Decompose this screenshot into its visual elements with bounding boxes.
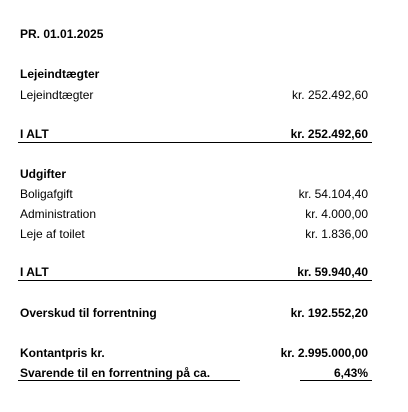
expenses-total-underline bbox=[18, 280, 372, 281]
expense-row-label: Boligafgift bbox=[20, 187, 73, 201]
expenses-total-value: kr. 59.940,40 bbox=[297, 265, 368, 279]
expenses-total bbox=[20, 264, 368, 280]
expenses-heading bbox=[20, 166, 368, 182]
expenses-total-label: I ALT bbox=[20, 265, 49, 279]
expense-row-value: kr. 1.836,00 bbox=[305, 227, 368, 241]
return-rate-value: 6,43% bbox=[333, 366, 368, 380]
expense-row-toilet bbox=[20, 226, 368, 242]
surplus-label: Overskud til forrentning bbox=[20, 306, 157, 320]
surplus-value: kr. 192.552,20 bbox=[290, 306, 368, 320]
return-rate-row bbox=[20, 365, 368, 381]
return-rate-label: Svarende til en forrentning på ca. bbox=[20, 366, 211, 380]
expense-row-label: Administration bbox=[20, 207, 97, 221]
cash-price-row bbox=[20, 345, 368, 361]
date-heading bbox=[20, 26, 368, 42]
income-row-value: kr. 252.492,60 bbox=[291, 88, 368, 102]
income-total-underline bbox=[18, 142, 372, 143]
return-rate-value-underline bbox=[300, 380, 372, 381]
expenses-heading-label: Udgifter bbox=[20, 167, 66, 181]
expense-row-administration bbox=[20, 206, 368, 222]
income-heading bbox=[20, 66, 368, 82]
expense-row-value: kr. 54.104,40 bbox=[298, 187, 368, 201]
income-total bbox=[20, 126, 368, 142]
expense-row-value: kr. 4.000,00 bbox=[305, 207, 368, 221]
expense-row-boligafgift bbox=[20, 186, 368, 202]
income-heading-label: Lejeindtægter bbox=[20, 67, 100, 81]
expense-row-label: Leje af toilet bbox=[20, 227, 85, 241]
cash-price-value: kr. 2.995.000,00 bbox=[280, 346, 368, 360]
income-row-label: Lejeindtægter bbox=[20, 88, 94, 102]
cash-price-label: Kontantpris kr. bbox=[20, 346, 105, 360]
return-rate-label-underline bbox=[18, 380, 240, 381]
date-label: PR. 01.01.2025 bbox=[20, 27, 104, 41]
surplus-row bbox=[20, 305, 368, 321]
income-row bbox=[20, 87, 368, 103]
income-total-value: kr. 252.492,60 bbox=[290, 127, 368, 141]
income-total-label: I ALT bbox=[20, 127, 49, 141]
